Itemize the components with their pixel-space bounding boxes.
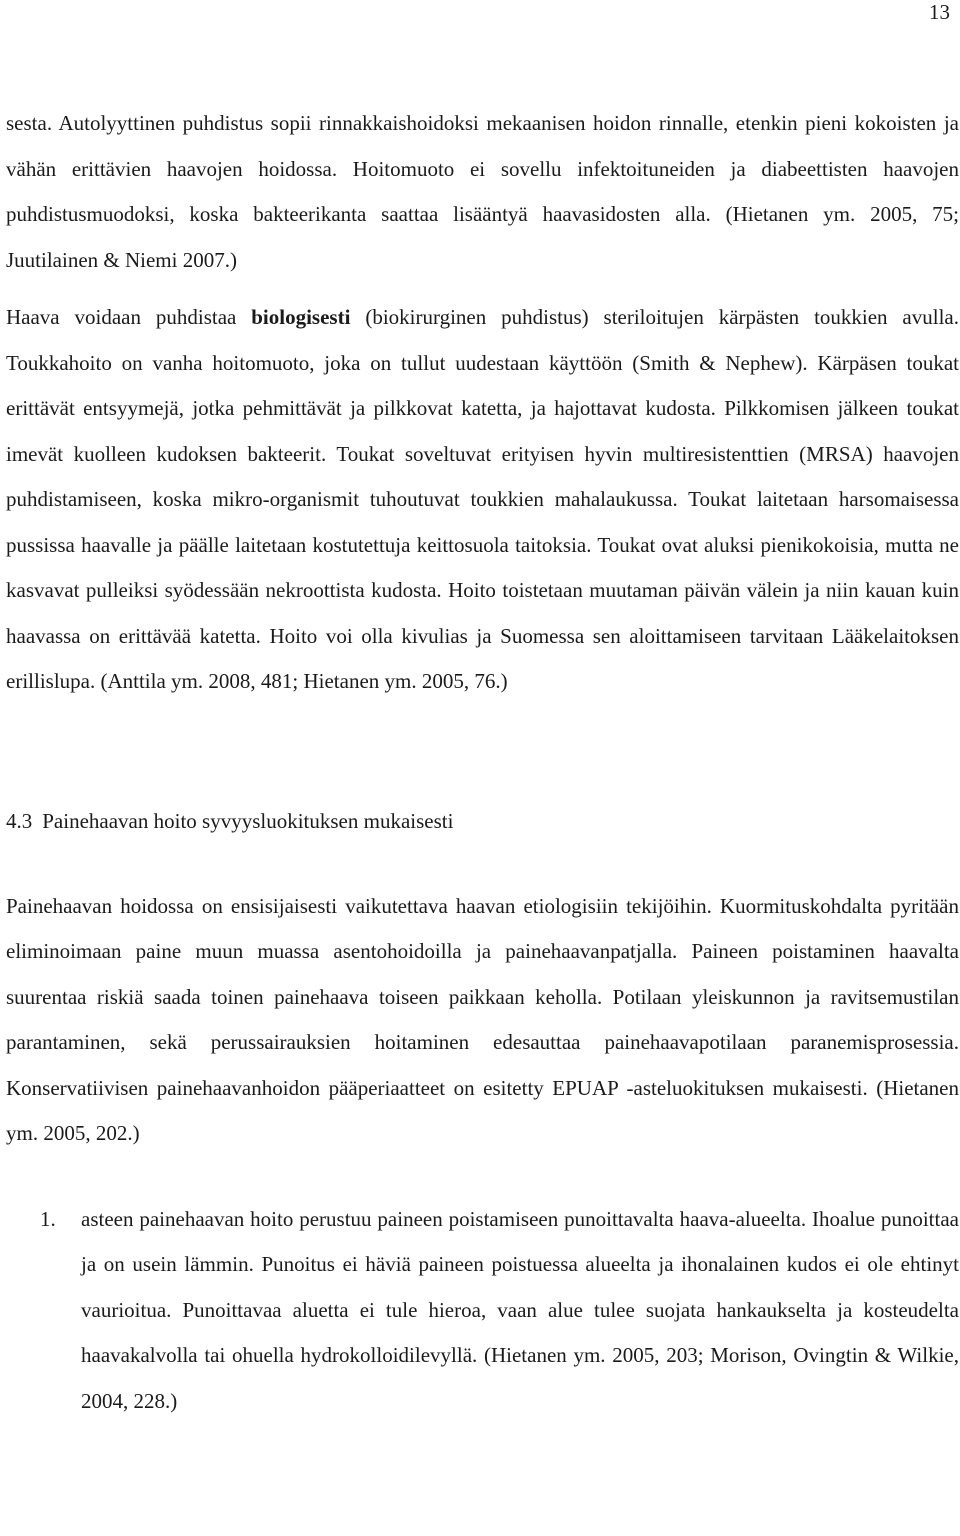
- paragraph-text-rest: (biokirurginen puhdistus) steriloitujen kärpästen toukkien avulla. Toukkahoito on vanha hoitomuoto, joka on tullut uudestaan käyttöön (Smith & Nephew). Kärpäsen toukat erittävät entsyymejä, jotka pehmittävät ja pilkkovat katetta, ja hajottavat kudosta. Pilkkomisen jälkeen toukat imevät kuolleen kudoksen bakteerit. Toukat soveltuvat erityisen hyvin multiresistenttien (MRSA) haavojen puhdistamiseen, koska mikro-organismit tuhoutuvat toukkien mahalaukussa. Toukat laitetaan harsomaisessa pussissa haavalle ja päälle laitetaan kostutettuja keittosuola taitoksia. Toukat ovat aluksi pienikokoisia, mutta ne kasvavat pulleiksi syödessään nekroottista kudosta. Hoito toistetaan muutaman päivän välein ja niin kauan kuin haavassa on erittävää katetta. Hoito voi olla kivulias ja Suomessa sen aloittamiseen tarvitaan Lääkelaitoksen erillislupa. (Anttila ym. 2008, 481; Hietanen ym. 2005, 76.): [6, 305, 959, 693]
- document-body: [6, 101, 959, 1424]
- list-item-text: asteen painehaavan hoito perustuu paineen poistamiseen punoittavalta haava-alueelta. Ihoalue punoittaa ja on usein lämmin. Punoitus ei häviä paineen poistuessa alueelta ja ihonalainen kudos ei ole ehtinyt vaurioitua. Punoittavaa aluetta ei tule hieroa, vaan alue tulee suojata hankaukselta ja kosteudelta haavakalvolla tai ohuella hydrokolloidilevyllä. (Hietanen ym. 2005, 203; Morison, Ovingtin & Wilkie, 2004, 228.): [81, 1206, 959, 1413]
- section-number: 4.3: [6, 808, 33, 833]
- paragraph-biological-cleansing: [6, 295, 959, 705]
- section-title: Painehaavan hoito syvyysluokituksen mukaisesti: [42, 808, 454, 833]
- paragraph-pressure-ulcer-care: Painehaavan hoidossa on ensisijaisesti vaikutettava haavan etiologisiin tekijöihin. Kuormituskohdalta pyritään eliminoimaan paine muun muassa asentohoidoilla ja painehaavanpatjalla. Paineen poistaminen haavalta suurentaa riskiä saada toinen painehaava toiseen paikkaan keholla. Potilaan yleiskunnon ja ravitsemustilan parantaminen, sekä perussairauksien hoitaminen edesauttaa painehaavapotilaan paranemisprosessia. Konservatiivisen painehaavanhoidon pääperiaatteet on esitetty EPUAP -asteluokituksen mukaisesti. (Hietanen ym. 2005, 202.): [6, 893, 959, 1145]
- section-heading: [6, 799, 959, 844]
- grade-list: [6, 1197, 959, 1425]
- paragraph-autolytic-cleansing: sesta. Autolyyttinen puhdistus sopii rinnakkaishoidoksi mekaanisen hoidon rinnalle, etenkin pieni kokoisten ja vähän erittävien haavojen hoidossa. Hoitomuoto ei sovellu infektoituneiden ja diabeettisten haavojen puhdistusmuodoksi, koska bakteerikanta saattaa lisääntyä haavasidosten alla. (Hietanen ym. 2005, 75; Juutilainen & Niemi 2007.): [6, 111, 959, 272]
- page-number: 13: [929, 0, 950, 24]
- paragraph-text-start: Haava voidaan puhdistaa: [6, 305, 252, 329]
- list-item: [6, 1197, 959, 1425]
- bold-term-biologisesti: biologisesti: [251, 305, 351, 329]
- list-number: 1.: [40, 1206, 56, 1231]
